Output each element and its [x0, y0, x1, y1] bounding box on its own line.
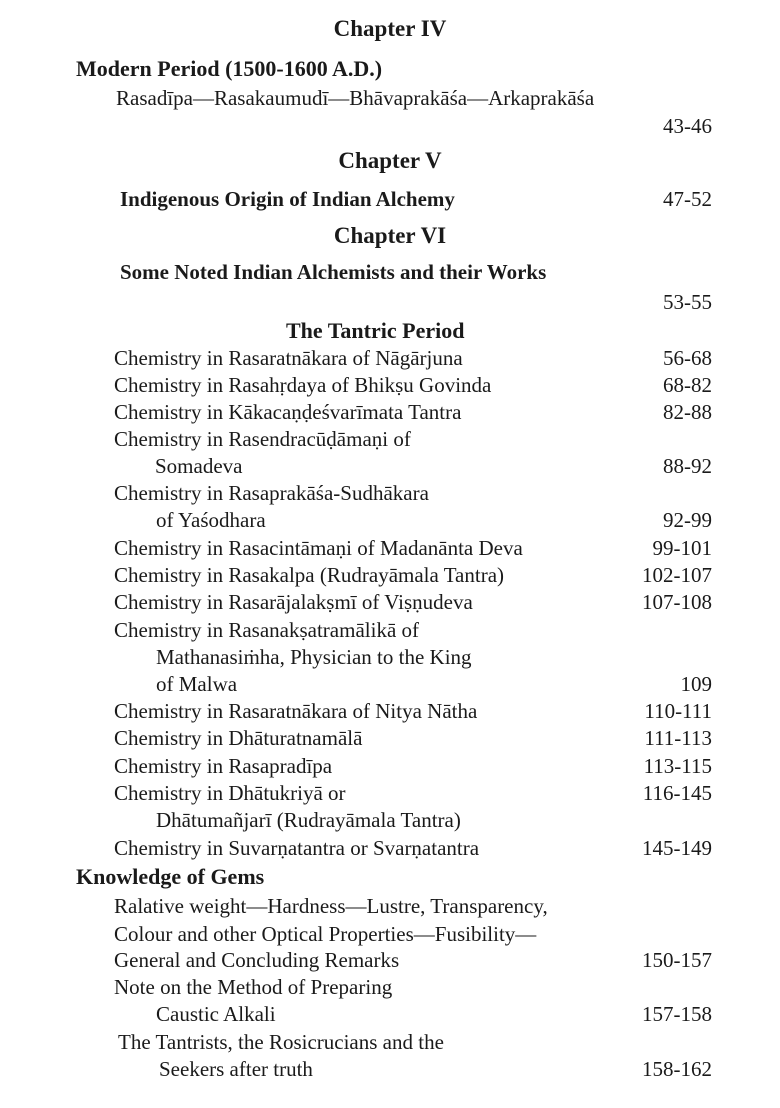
toc-entry-line: Chemistry in Suvarṇatantra or Svarṇatantra — [114, 836, 480, 860]
chapter-6-pages: 53-55 — [663, 290, 712, 314]
tantric-period-heading: The Tantric Period — [286, 318, 465, 343]
toc-entry-pages: 68-82 — [663, 373, 712, 397]
toc-entry-line: Chemistry in Rasakalpa (Rudrayāmala Tantra) — [114, 563, 505, 587]
toc-entry-line: Chemistry in Rasaratnākara of Nitya Nātha — [114, 699, 478, 723]
tantrists-entry-line-continued: Seekers after truth — [159, 1057, 313, 1081]
chapter-5-heading: Chapter V — [338, 148, 442, 173]
toc-entry-line: Chemistry in Dhāturatnamālā — [114, 726, 363, 750]
toc-entry-pages: 92-99 — [663, 508, 712, 532]
chapter-6-heading: Chapter VI — [333, 223, 447, 248]
toc-entry-pages: 111-113 — [644, 726, 712, 750]
toc-entry-line: Chemistry in Rasaprakāśa-Sudhākara — [114, 481, 429, 505]
toc-entry-line: Chemistry in Rasaratnākara of Nāgārjuna — [114, 346, 463, 370]
chapter-4-period-title: Modern Period (1500-1600 A.D.) — [76, 56, 383, 81]
toc-entry-pages: 145-149 — [642, 836, 712, 860]
toc-entry-line-continued: of Yaśodhara — [156, 508, 266, 532]
toc-entry-pages: 102-107 — [642, 563, 712, 587]
toc-entry-line: Chemistry in Dhātukriyā or — [114, 781, 346, 805]
toc-entry-line: Chemistry in Rasarājalakṣmī of Viṣṇudeva — [114, 590, 473, 614]
toc-entry-pages: 113-115 — [643, 754, 712, 778]
toc-entry-pages: 82-88 — [663, 400, 712, 424]
chapter-4-heading: Chapter IV — [333, 16, 447, 41]
toc-entry-pages: 116-145 — [642, 781, 712, 805]
toc-entry-line-continued: Dhātumañjarī (Rudrayāmala Tantra) — [156, 808, 461, 832]
toc-entry-pages: 110-111 — [644, 699, 712, 723]
toc-entry-pages: 107-108 — [642, 590, 712, 614]
toc-entry-line: Chemistry in Rasanakṣatramālikā of — [114, 618, 420, 642]
toc-entry-line: Chemistry in Rasacintāmaṇi of Madanānta Deva — [114, 536, 523, 560]
note-entry-pages: 157-158 — [642, 1002, 712, 1026]
chapter-4-pages: 43-46 — [663, 114, 712, 138]
note-entry-line-continued: Caustic Alkali — [156, 1002, 276, 1026]
toc-entry-line: Chemistry in Rasahṛdaya of Bhikṣu Govinda — [114, 373, 492, 397]
toc-entry-line-continued: of Malwa — [156, 672, 238, 696]
chapter-6-title: Some Noted Indian Alchemists and their Works — [120, 260, 547, 284]
gems-topic-line: General and Concluding Remarks — [114, 948, 400, 972]
toc-entry-pages: 99-101 — [652, 536, 712, 560]
gems-topic-line: Colour and other Optical Properties—Fusibility— — [114, 922, 537, 946]
chapter-4-topics: Rasadīpa—Rasakaumudī—Bhāvaprakāśa—Arkaprakāśa — [116, 86, 595, 110]
toc-entry-line-continued: Somadeva — [155, 454, 243, 478]
toc-entry-line: Chemistry in Rasendracūḍāmaṇi of — [114, 427, 411, 451]
note-entry-line: Note on the Method of Preparing — [114, 975, 393, 999]
tantrists-entry-pages: 158-162 — [642, 1057, 712, 1081]
tantrists-entry-line: The Tantrists, the Rosicrucians and the — [118, 1030, 444, 1054]
toc-entry-pages: 88-92 — [663, 454, 712, 478]
toc-entry-line: Chemistry in Kākacaṇḍeśvarīmata Tantra — [114, 400, 462, 424]
chapter-5-title: Indigenous Origin of Indian Alchemy — [120, 187, 455, 211]
toc-entry-line: Chemistry in Rasapradīpa — [114, 754, 333, 778]
gems-heading: Knowledge of Gems — [76, 864, 265, 889]
toc-entry-line-continued: Mathanasiṁha, Physician to the King — [156, 645, 472, 669]
gems-pages: 150-157 — [642, 948, 712, 972]
chapter-5-pages: 47-52 — [663, 187, 712, 211]
toc-entry-pages: 56-68 — [663, 346, 712, 370]
toc-entry-pages: 109 — [680, 672, 712, 696]
gems-topic-line: Ralative weight—Hardness—Lustre, Transparency, — [114, 894, 548, 918]
